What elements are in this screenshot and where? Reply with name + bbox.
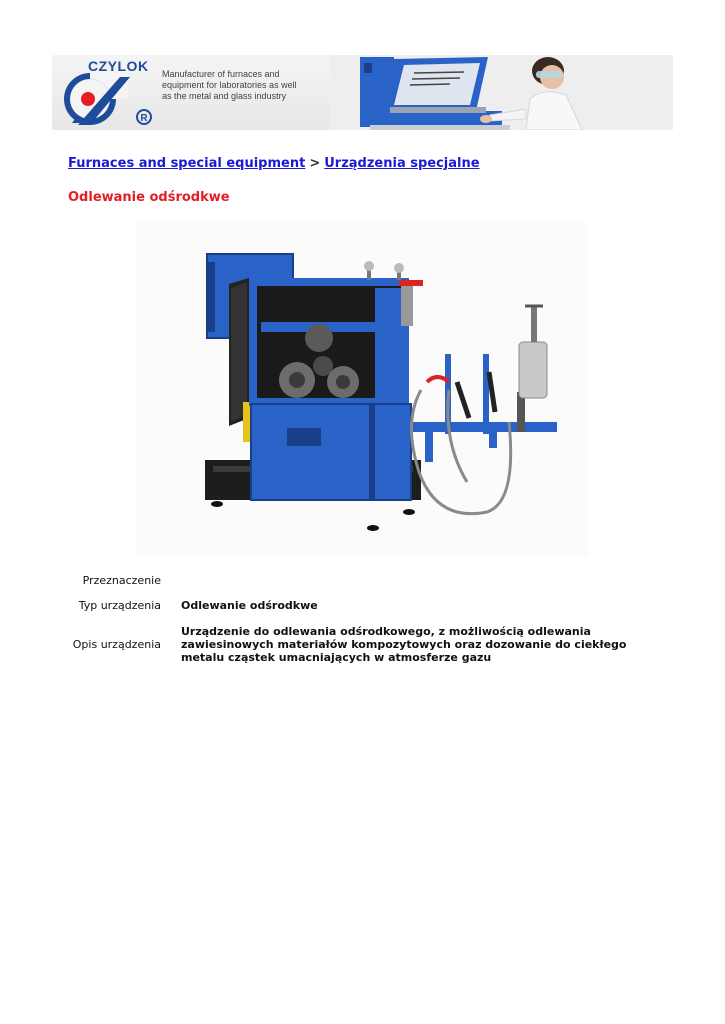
product-image-centrifugal-casting-machine — [137, 222, 588, 557]
page-title: Odlewanie odśrodkwe — [68, 190, 230, 205]
banner-photo-furnace-technician — [330, 55, 673, 130]
breadcrumb-link-special-devices[interactable]: Urządzenia specjalne — [324, 156, 480, 171]
spec-value: Odlewanie odśrodkwe — [181, 599, 318, 612]
breadcrumb-separator: > — [309, 156, 321, 171]
breadcrumb — [68, 156, 480, 171]
tagline-line: Manufacturer of furnaces and — [162, 69, 280, 79]
tagline-line: as the metal and glass industry — [162, 91, 287, 101]
company-tagline — [162, 69, 322, 102]
tagline-line: equipment for laboratories as well — [162, 80, 297, 90]
breadcrumb-link-furnaces[interactable]: Furnaces and special equipment — [68, 156, 306, 171]
logo-brand-text: CZYLOK — [88, 58, 149, 74]
spec-value: Urządzenie do odlewania odśrodkowego, z możliwością odlewania zawiesinowych materiałów kompozytowych oraz dozowanie do ciekłego metalu cząstek umacniających w atmosferze gazu — [181, 625, 627, 664]
spec-label: Typ urządzenia — [78, 599, 161, 612]
spec-label: Przeznaczenie — [82, 574, 161, 587]
svg-text:R: R — [140, 113, 148, 124]
spec-label: Opis urządzenia — [72, 638, 161, 651]
header-banner — [52, 55, 673, 130]
